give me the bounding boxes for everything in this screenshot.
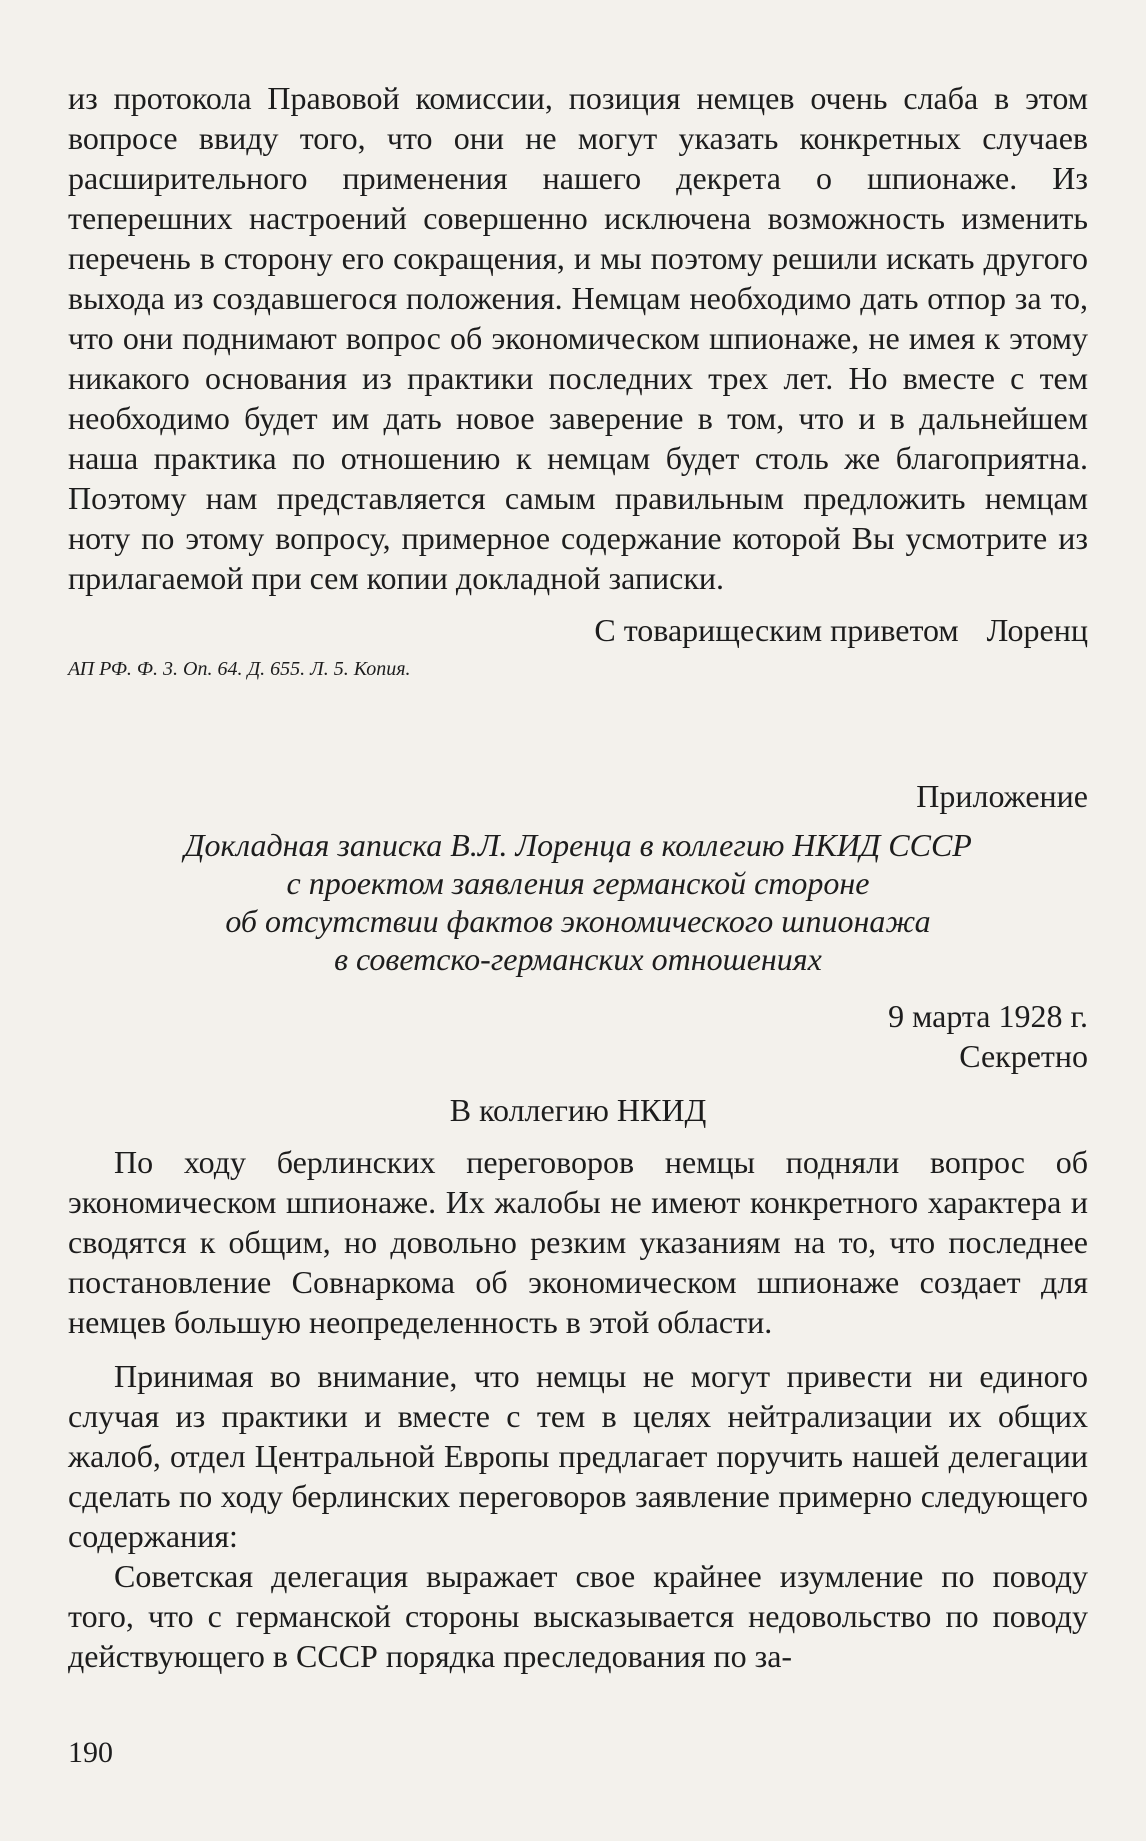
appendix-title-line: Докладная записка В.Л. Лоренца в коллегию НКИД СССР bbox=[184, 827, 972, 863]
appendix-title-line: в советско-германских отношениях bbox=[334, 941, 822, 977]
closing-salutation: С товарищеским приветом bbox=[594, 612, 959, 648]
appendix-title-line: с проектом заявления германской стороне bbox=[286, 865, 870, 901]
signature: Лоренц bbox=[986, 612, 1088, 648]
archive-reference: АП РФ. Ф. 3. Оп. 64. Д. 655. Л. 5. Копия. bbox=[68, 658, 411, 680]
document-date: 9 марта 1928 г. bbox=[888, 998, 1088, 1034]
page-number: 190 bbox=[68, 1736, 113, 1769]
closing-line bbox=[68, 610, 1088, 650]
document-page bbox=[68, 78, 1088, 1676]
appendix-paragraph: Советская делегация выражает свое крайнее изумление по поводу того, что с германской стороны высказывается недовольство по поводу действующего в СССР порядка преследования по за- bbox=[68, 1558, 1088, 1674]
classification-label: Секретно bbox=[959, 1038, 1088, 1074]
letter-paragraph: из протокола Правовой комиссии, позиция немцев очень слаба в этом вопросе ввиду того, что они не могут указать конкретных случаев расширительного применения нашего декрета о шпионаже. Из теперешних настроений совершенно исключена возможность изменить перечень в сторону его сокращения, и мы поэтому решили искать другого выхода из создавшегося положения. Немцам необходимо дать отпор за то, что они поднимают вопрос об экономическом шпионаже, не имея к этому никакого основания из практики последних трех лет. Но вместе с тем необходимо будет им дать новое заверение в том, что и в дальнейшем наша практика по отношению к немцам будет столь же благоприятна. Поэтому нам представляется самым правильным предложить немцам ноту по этому вопросу, примерное содержание которой Вы усмотрите из прилагаемой при сем копии докладной записки. bbox=[68, 80, 1088, 596]
appendix-paragraph: По ходу берлинских переговоров немцы подняли вопрос об экономическом шпионаже. Их жалобы не имеют конкретного характера и сводятся к общим, но довольно резким указаниям на то, что последнее постановление Совнаркома об экономическом шпионаже создает для немцев большую неопределенность в этой области. bbox=[68, 1144, 1088, 1340]
addressee-heading: В коллегию НКИД bbox=[449, 1092, 707, 1128]
appendix-label: Приложение bbox=[916, 778, 1088, 814]
appendix-title bbox=[68, 826, 1088, 978]
appendix-title-line: об отсутствии фактов экономического шпионажа bbox=[225, 903, 931, 939]
appendix-paragraph: Принимая во внимание, что немцы не могут привести ни единого случая из практики и вместе с тем в целях нейтрализации их общих жалоб, отдел Центральной Европы предлагает поручить нашей делегации сделать по ходу берлинских переговоров заявление примерно следующего содержания: bbox=[68, 1358, 1088, 1554]
